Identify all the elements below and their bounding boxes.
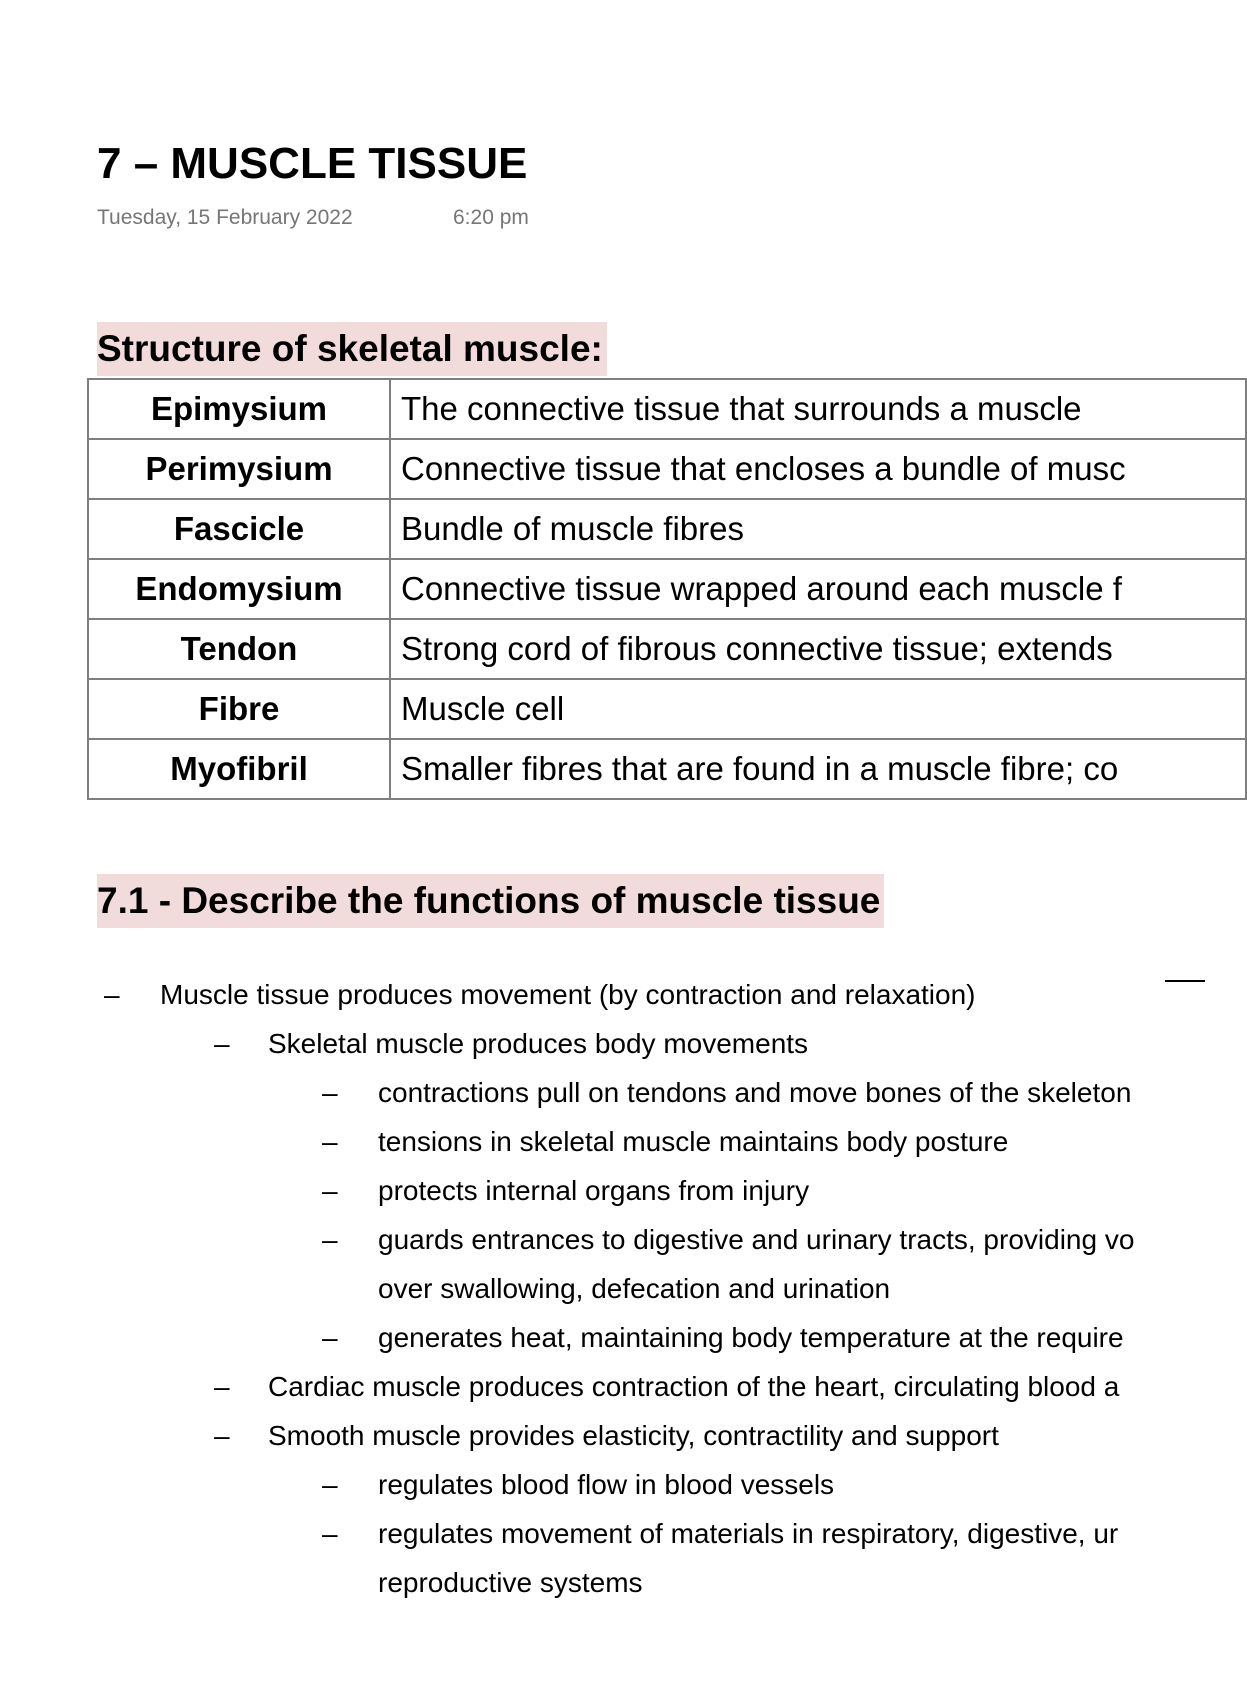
structure-table bbox=[87, 378, 1247, 800]
dash-bullet-icon: – bbox=[322, 1322, 338, 1353]
table-cell-term: Epimysium bbox=[88, 379, 390, 439]
list-item-text: reproductive systems bbox=[378, 1567, 643, 1598]
dash-bullet-icon: – bbox=[214, 1371, 230, 1402]
list-item bbox=[0, 1215, 1200, 1264]
table-cell-definition: Strong cord of fibrous connective tissue; extends bbox=[390, 619, 1246, 679]
dash-bullet-icon: – bbox=[322, 1224, 338, 1255]
table-cell-term: Perimysium bbox=[88, 439, 390, 499]
dash-bullet-icon: – bbox=[104, 979, 120, 1010]
table-cell-term: Fibre bbox=[88, 679, 390, 739]
table-cell-definition: Connective tissue wrapped around each muscle f bbox=[390, 559, 1246, 619]
list-item bbox=[0, 1313, 1200, 1362]
dash-bullet-icon: – bbox=[214, 1028, 230, 1059]
table-row bbox=[88, 739, 1246, 799]
dash-bullet-icon: – bbox=[322, 1126, 338, 1157]
page-date: Tuesday, 15 February 2022 bbox=[97, 206, 353, 229]
table-row bbox=[88, 559, 1246, 619]
structure-heading: Structure of skeletal muscle: bbox=[97, 322, 607, 376]
list-item bbox=[0, 1117, 1200, 1166]
list-item bbox=[0, 1264, 1200, 1313]
table-row bbox=[88, 379, 1246, 439]
list-item bbox=[0, 1166, 1200, 1215]
list-item-text: contractions pull on tendons and move bones of the skeleton bbox=[378, 1077, 1132, 1108]
page-meta bbox=[97, 206, 529, 230]
list-item-text: Smooth muscle provides elasticity, contractility and support bbox=[268, 1420, 999, 1451]
table-cell-definition: Muscle cell bbox=[390, 679, 1246, 739]
dash-bullet-icon: – bbox=[322, 1175, 338, 1206]
list-item bbox=[0, 1460, 1200, 1509]
table-cell-term: Fascicle bbox=[88, 499, 390, 559]
dash-bullet-icon: – bbox=[322, 1469, 338, 1500]
table-row bbox=[88, 439, 1246, 499]
list-item bbox=[0, 1019, 1200, 1068]
list-item bbox=[0, 1558, 1200, 1607]
table-cell-definition: Bundle of muscle fibres bbox=[390, 499, 1246, 559]
list-item bbox=[0, 970, 1200, 1019]
page-title: 7 – MUSCLE TISSUE bbox=[97, 139, 528, 188]
table-cell-term: Myofibril bbox=[88, 739, 390, 799]
functions-heading: 7.1 - Describe the functions of muscle tissue bbox=[97, 874, 884, 928]
table-cell-term: Endomysium bbox=[88, 559, 390, 619]
dash-bullet-icon: – bbox=[322, 1518, 338, 1549]
table-cell-term: Tendon bbox=[88, 619, 390, 679]
list-item-text: Muscle tissue produces movement (by contraction and relaxation) bbox=[160, 979, 976, 1010]
list-item-text: Skeletal muscle produces body movements bbox=[268, 1028, 809, 1059]
structure-table-body bbox=[88, 379, 1246, 799]
functions-list bbox=[0, 970, 1200, 1598]
table-cell-definition: Connective tissue that encloses a bundle of musc bbox=[390, 439, 1246, 499]
table-cell-definition: Smaller fibres that are found in a muscle fibre; co bbox=[390, 739, 1246, 799]
page-time: 6:20 pm bbox=[453, 206, 529, 229]
list-item bbox=[0, 1068, 1200, 1117]
list-item-text: guards entrances to digestive and urinary tracts, providing vo bbox=[378, 1224, 1135, 1255]
table-cell-definition: The connective tissue that surrounds a muscle bbox=[390, 379, 1246, 439]
list-item-text: generates heat, maintaining body temperature at the require bbox=[378, 1322, 1124, 1353]
list-item bbox=[0, 1362, 1200, 1411]
dash-bullet-icon: – bbox=[214, 1420, 230, 1451]
table-row bbox=[88, 499, 1246, 559]
list-item-text: regulates blood flow in blood vessels bbox=[378, 1469, 835, 1500]
list-item-text: tensions in skeletal muscle maintains body posture bbox=[378, 1126, 1009, 1157]
list-item-text: protects internal organs from injury bbox=[378, 1175, 810, 1206]
dash-bullet-icon: – bbox=[322, 1077, 338, 1108]
list-item bbox=[0, 1411, 1200, 1460]
list-item bbox=[0, 1509, 1200, 1558]
list-item-text: regulates movement of materials in respiratory, digestive, ur bbox=[378, 1518, 1119, 1549]
table-row bbox=[88, 679, 1246, 739]
list-item-text: over swallowing, defecation and urination bbox=[378, 1273, 891, 1304]
table-row bbox=[88, 619, 1246, 679]
list-item-text: Cardiac muscle produces contraction of the heart, circulating blood a bbox=[268, 1371, 1120, 1402]
